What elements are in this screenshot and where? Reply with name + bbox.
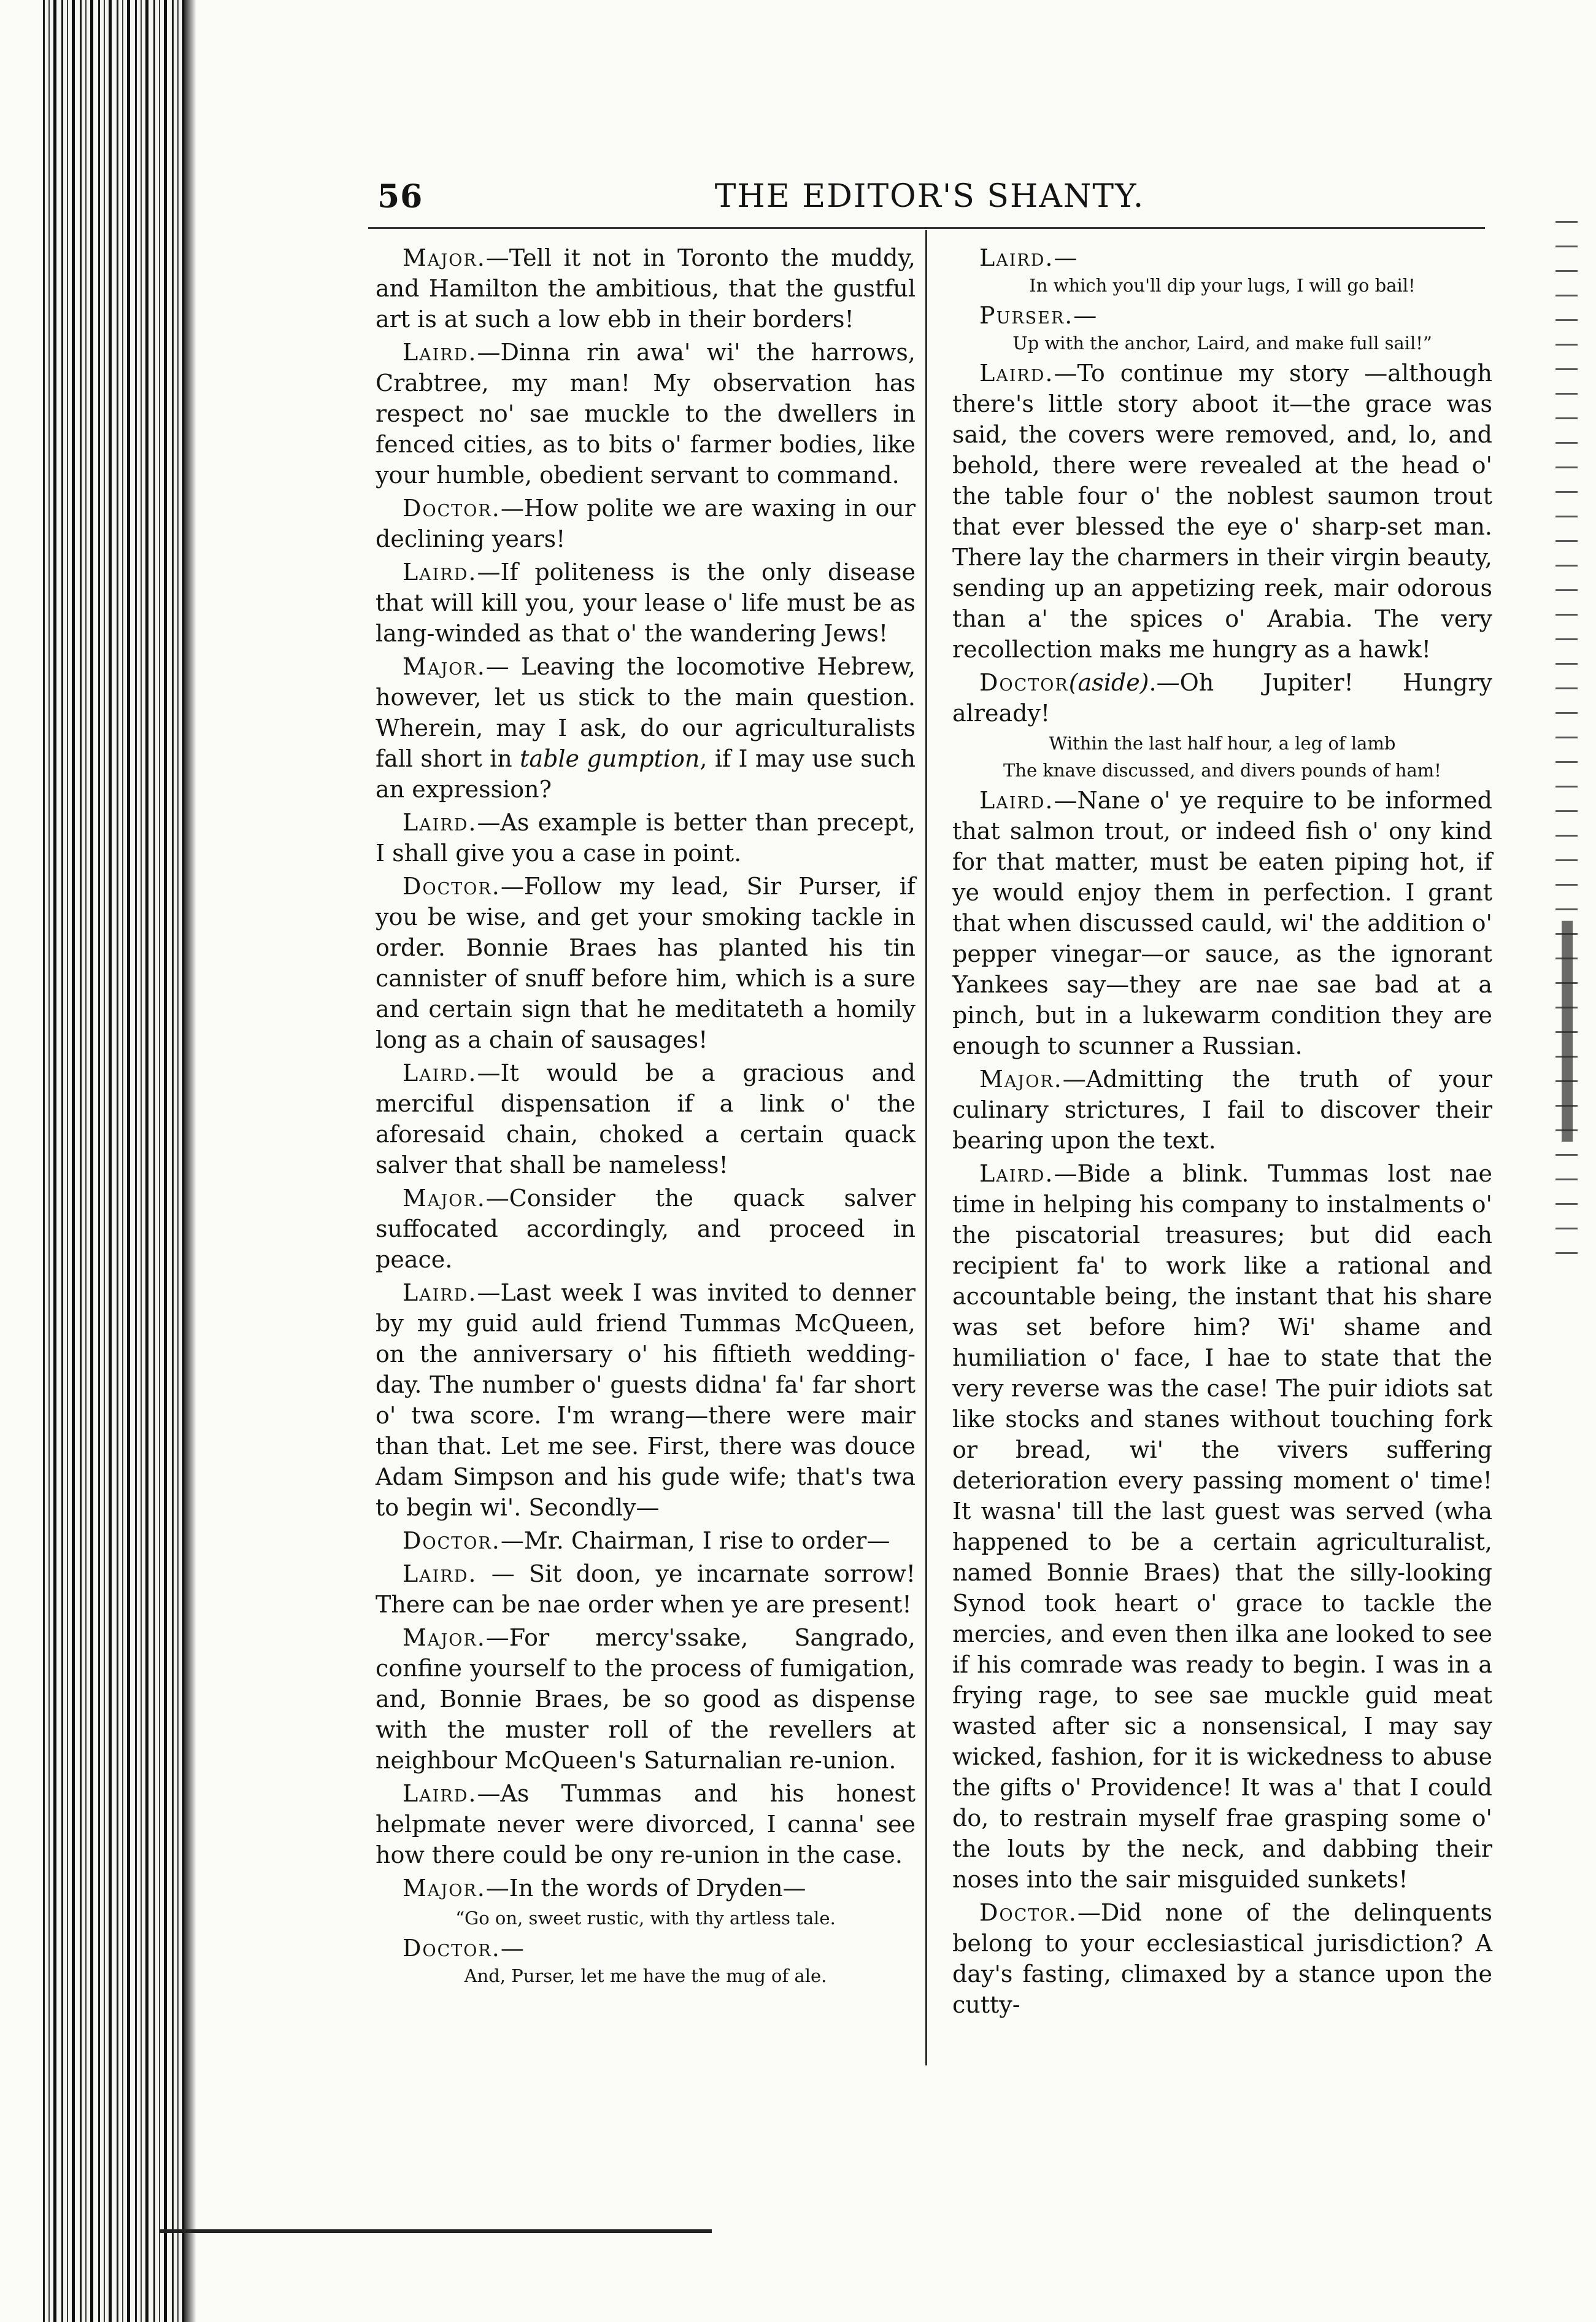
dialogue-paragraph <box>376 1183 916 1275</box>
speaker-name: Doctor. <box>403 873 501 900</box>
dialogue-text: —Mr. Chairman, I rise to order— <box>500 1527 890 1554</box>
page-number: 56 <box>377 178 423 215</box>
dialogue-text: —Admitting the truth of your culinary strictures, I fail to discover their bearing upon the text. <box>952 1066 1492 1154</box>
dialogue-text: —In the words of Dryden— <box>485 1875 806 1902</box>
dialogue-text: —Last week I was invited to denner by my guid auld friend Tummas McQueen, on the anniversary o' his fiftieth wedding-day. The number o' guests didna' fa' far short o' twa score. I'm wrang—there were mair than that. Let me see. First, there was douce Adam Simpson and his gude wife; that's twa to begin wi'. Secondly— <box>376 1279 916 1521</box>
speaker-label <box>952 300 1492 331</box>
dialogue-text: — Sit doon, ye incarnate sorrow! There can be nae order when ye are present! <box>376 1560 916 1618</box>
dialogue-text: —Dinna rin awa' wi' the harrows, Crabtree, my man! My observation has respect no' sae muckle to the dwellers in fenced cities, as to bits o' farmer bodies, like your humble, obedient servant to command. <box>376 339 916 489</box>
speaker-name: Laird. <box>979 1160 1054 1187</box>
dialogue-paragraph <box>952 1897 1492 2020</box>
speaker-name: Major. <box>403 653 486 680</box>
dialogue-paragraph <box>952 358 1492 665</box>
verse-line: And, Purser, let me have the mug of ale. <box>464 1965 827 1986</box>
verse-line: The knave discussed, and divers pounds of ham! <box>1003 760 1441 781</box>
running-title: THE EDITOR'S SHANTY. <box>714 178 1145 215</box>
dialogue-paragraph <box>376 1277 916 1523</box>
dialogue-paragraph <box>376 337 916 490</box>
dialogue-text: —Nane o' ye require to be informed that salmon trout, or indeed fish o' ony kind for that matter, must be eaten piping hot, if ye would enjoy them in perfection. I grant that when discussed cauld, wi' the addition o' pepper vinegar—or sauce, as the ignorant Yankees say—they are nae sae bad at a pinch, but in a lukewarm condition they are enough to scunner a Russian. <box>952 787 1492 1059</box>
dialogue-text: —For mercy'ssake, Sangrado, confine yourself to the process of fumigation, and, Bonnie Braes, be so good as dispense with the muster roll of the revellers at neighbour McQueen's Saturnalian re-union. <box>376 1624 916 1774</box>
dialogue-text: — Leaving the locomotive Hebrew, however, let us stick to the main question. Wherein, may I ask, do our agriculturalists fall short in <box>376 653 916 772</box>
dialogue-paragraph <box>952 667 1492 729</box>
column-divider <box>925 230 927 2065</box>
dialogue-paragraph <box>952 1158 1492 1895</box>
dialogue-text: —Tell it not in Toronto the muddy, and Hamilton the ambitious, that the gustful art is at such a low ebb in their borders! <box>376 244 916 333</box>
verse-line: “Go on, sweet rustic, with thy artless tale. <box>455 1908 836 1929</box>
verse-line: Within the last half hour, a leg of lamb <box>1049 733 1396 754</box>
speaker-name: Major. <box>403 1185 486 1212</box>
dialogue-text: — <box>1054 244 1077 271</box>
dialogue-paragraph <box>376 1622 916 1776</box>
speaker-name: Doctor <box>979 669 1069 696</box>
speaker-name: Doctor. <box>979 1899 1077 1926</box>
dialogue-text: —As Tummas and his honest helpmate never were divorced, I canna' see how there could be ony re-union in the case. <box>376 1780 916 1868</box>
dialogue-text: —It would be a gracious and merciful dispensation if a link o' the aforesaid chain, choked a certain quack salver that shall be nameless! <box>376 1059 916 1178</box>
speaker-name: Laird. <box>403 1279 477 1306</box>
dialogue-text: —Follow my lead, Sir Purser, if you be wise, and get your smoking tackle in order. Bonnie Braes has planted his tin cannister of snuff before him, which is a sure and certain sign that he meditateth a homily long as a chain of sausages! <box>376 873 916 1053</box>
dialogue-text: —To continue my story —although there's little story aboot it—the grace was said, the covers were removed, and, lo, and behold, there were revealed at the head o' the table four o' the noblest saumon trout that ever blessed the eye o' sharp-set man. There lay the charmers in their virgin beauty, sending up an appetizing reek, mair odorous than a' the spices o' Arabia. The very recollection maks me hungry as a hawk! <box>952 360 1492 663</box>
right-column <box>952 242 1492 2022</box>
speaker-name: Purser. <box>979 302 1074 329</box>
dialogue-paragraph <box>376 651 916 805</box>
dialogue-text: — <box>1073 302 1097 329</box>
dialogue-paragraph <box>376 493 916 554</box>
speaker-name: Doctor. <box>403 1935 501 1962</box>
speaker-label <box>376 1933 916 1964</box>
speaker-name: Laird. <box>403 1059 477 1086</box>
dialogue-text: —As example is better than precept, I shall give you a case in point. <box>376 809 916 867</box>
gutter-shadow <box>184 0 196 2322</box>
speaker-name: Laird. <box>403 809 477 836</box>
stage-direction: (aside) <box>1068 669 1149 696</box>
speaker-name: Laird. <box>403 559 477 586</box>
header-rule <box>368 227 1485 229</box>
verse-line: In which you'll dip your lugs, I will go bail! <box>1029 275 1416 296</box>
dialogue-text: —Consider the quack salver suffocated accordingly, and proceed in peace. <box>376 1185 916 1273</box>
dialogue-text: , if I may use such an expression? <box>376 745 916 803</box>
speaker-name: Major. <box>403 1624 486 1651</box>
dialogue-text: — <box>500 1935 524 1962</box>
dialogue-text: —If politeness is the only disease that will kill you, your lease o' life must be as lang-winded as that o' the wandering Jews! <box>376 559 916 647</box>
dialogue-text: —How polite we are waxing in our declining years! <box>376 495 916 552</box>
dialogue-paragraph <box>952 785 1492 1061</box>
page-edge-shadow <box>1562 921 1573 1142</box>
dialogue-paragraph <box>376 807 916 869</box>
speaker-name: Laird. <box>979 787 1054 814</box>
speaker-name: Major. <box>403 244 486 271</box>
dialogue-text: —Bide a blink. Tummas lost nae time in helping his company to instalments o' the piscatorial treasures; but did each recipient fa' to work like a rational and accountable being, the instant that his share was set before him? Wi' shame and humiliation o' face, I hae to state that the very reverse was the case! The puir idiots sat like stocks and stanes without touching fork or bread, wi' the vivers suffering deterioration every passing moment o' time! It wasna' till the last guest was served (wha happened to be a certain agriculturalist, named Bonnie Braes) that the silly-looking Synod took heart o' grace to tackle the mercies, and even then ilka ane looked to see if his comrade was ready to begin. I was in a frying rage, to see sae muckle guid meat wasted after sic a nonsensical, I may say wicked, fashion, for it is wickedness to abuse the gifts o' Providence! It was a' that I could do, to restrain myself frae grasping some o' the louts by the neck, and dabbing their noses into the sair misguided sunkets! <box>952 1160 1492 1893</box>
dialogue-paragraph <box>376 1873 916 1903</box>
dialogue-paragraph <box>376 871 916 1055</box>
speaker-name: Major. <box>979 1066 1063 1093</box>
speaker-name: Laird. <box>403 339 477 366</box>
dialogue-paragraph <box>376 242 916 335</box>
dialogue-paragraph <box>376 1525 916 1556</box>
speaker-name: Doctor. <box>403 495 501 522</box>
speaker-name: Laird. <box>979 244 1054 271</box>
bottom-edge-shadow <box>160 2229 712 2233</box>
dialogue-paragraph <box>376 557 916 649</box>
dialogue-paragraph <box>376 1558 916 1620</box>
dialogue-paragraph <box>376 1058 916 1180</box>
dialogue-text: .—Oh Jupiter! Hungry already! <box>952 669 1492 727</box>
speaker-name: Laird. <box>403 1560 477 1587</box>
running-head <box>377 178 1482 227</box>
speaker-name: Major. <box>403 1875 486 1902</box>
left-column <box>376 242 916 1991</box>
speaker-name: Doctor. <box>403 1527 501 1554</box>
speaker-label <box>952 242 1492 273</box>
dialogue-paragraph <box>376 1778 916 1870</box>
book-spine-shadow <box>43 0 184 2322</box>
dialogue-text: —Did none of the delinquents belong to your ecclesiastical jurisdiction? A day's fasting, climaxed by a stance upon the cutty- <box>952 1899 1492 2018</box>
verse-line: Up with the anchor, Laird, and make full sail!” <box>1012 333 1432 354</box>
italic-phrase: table gumption <box>520 745 700 772</box>
speaker-name: Laird. <box>403 1780 477 1807</box>
speaker-name: Laird. <box>979 360 1054 387</box>
dialogue-paragraph <box>952 1064 1492 1156</box>
